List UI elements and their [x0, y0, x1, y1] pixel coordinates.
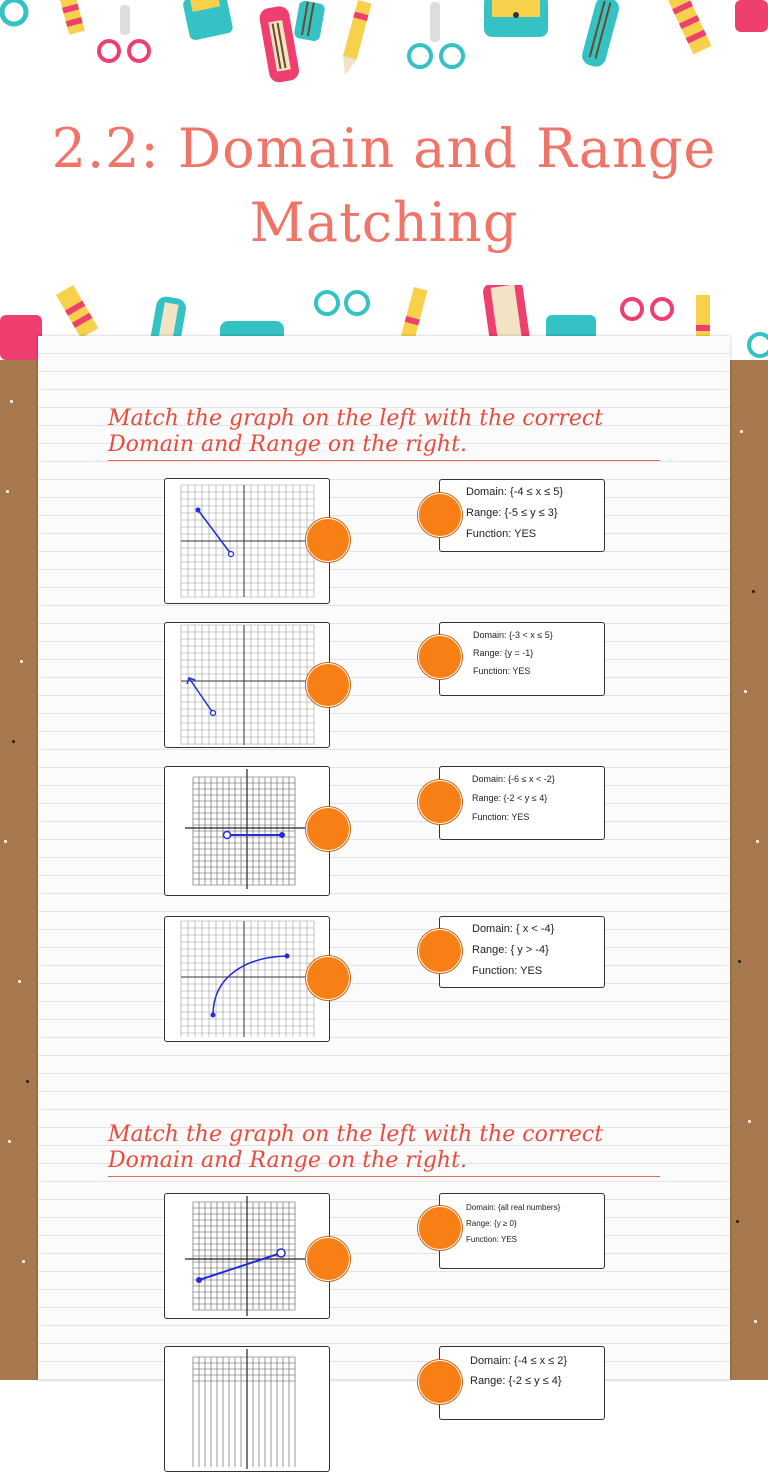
endpoint-open — [211, 711, 216, 716]
worksheet-paper — [38, 336, 730, 1387]
grid-lines — [193, 777, 295, 885]
match-handle-right[interactable] — [418, 1360, 462, 1404]
endpoint-open — [224, 832, 231, 839]
domain-text: Domain: {-4 ≤ x ≤ 2} — [470, 1355, 568, 1367]
function-text: Function: YES — [472, 812, 530, 822]
endpoint-closed — [211, 1013, 216, 1018]
page-title: 2.2: Domain and Range Matching — [51, 117, 717, 254]
answer-card-3[interactable] — [439, 766, 605, 840]
answer-card-5[interactable] — [439, 1193, 605, 1269]
match-handle-left[interactable] — [306, 807, 350, 851]
domain-text: Domain: {-3 < x ≤ 5} — [473, 630, 553, 640]
graph-segment — [189, 678, 213, 713]
endpoint-closed — [196, 508, 201, 513]
match-handle-left[interactable] — [306, 518, 350, 562]
range-text: Range: {-2 < y ≤ 4} — [472, 793, 548, 803]
endpoint-open — [229, 552, 234, 557]
match-handle-right[interactable] — [418, 493, 462, 537]
school-supplies-decoration-top — [0, 0, 768, 95]
answer-card-2[interactable] — [439, 622, 605, 696]
graph-segment — [199, 1253, 281, 1280]
grid-lines — [181, 625, 314, 745]
answer-card-6[interactable] — [439, 1346, 605, 1420]
range-text: Range: {-2 ≤ y ≤ 4} — [470, 1375, 562, 1387]
match-handle-right[interactable] — [418, 780, 462, 824]
domain-text: Domain: { x < -4} — [472, 923, 555, 935]
range-text: Range: {y = -1} — [473, 648, 534, 658]
answer-card-4[interactable] — [439, 916, 605, 988]
match-handle-left[interactable] — [306, 956, 350, 1000]
function-text: Function: YES — [472, 965, 543, 977]
endpoint-closed — [279, 832, 285, 838]
domain-text: Domain: {-6 ≤ x < -2} — [472, 774, 555, 784]
range-text: Range: {y ≥ 0} — [466, 1219, 517, 1228]
endpoint-open — [277, 1249, 285, 1257]
graph-curve — [213, 956, 287, 1015]
function-text: Function: YES — [466, 528, 537, 540]
domain-text: Domain: {-4 ≤ x ≤ 5} — [466, 486, 564, 498]
graph-segment — [198, 510, 231, 554]
match-handle-left[interactable] — [306, 663, 350, 707]
answer-card-1[interactable] — [439, 479, 605, 552]
match-handle-left[interactable] — [306, 1237, 350, 1281]
function-text: Function: YES — [473, 666, 531, 676]
range-text: Range: {-5 ≤ y ≤ 3} — [466, 507, 558, 519]
grid-lines — [193, 1357, 295, 1467]
graph-card-6[interactable] — [164, 1346, 330, 1472]
match-handle-right[interactable] — [418, 1206, 462, 1250]
instruction-text: Match the graph on the left with the correct Domain and Range on the right. — [108, 1122, 660, 1177]
instruction-text: Match the graph on the left with the correct Domain and Range on the right. — [108, 406, 660, 461]
header-banner — [0, 0, 768, 360]
range-text: Range: { y > -4} — [472, 944, 549, 956]
endpoint-closed — [285, 954, 290, 959]
endpoint-closed — [196, 1277, 202, 1283]
match-handle-right[interactable] — [418, 929, 462, 973]
domain-text: Domain: {all real numbers} — [466, 1203, 561, 1212]
grid-lines — [181, 921, 314, 1037]
function-text: Function: YES — [466, 1235, 517, 1244]
match-handle-right[interactable] — [418, 635, 462, 679]
